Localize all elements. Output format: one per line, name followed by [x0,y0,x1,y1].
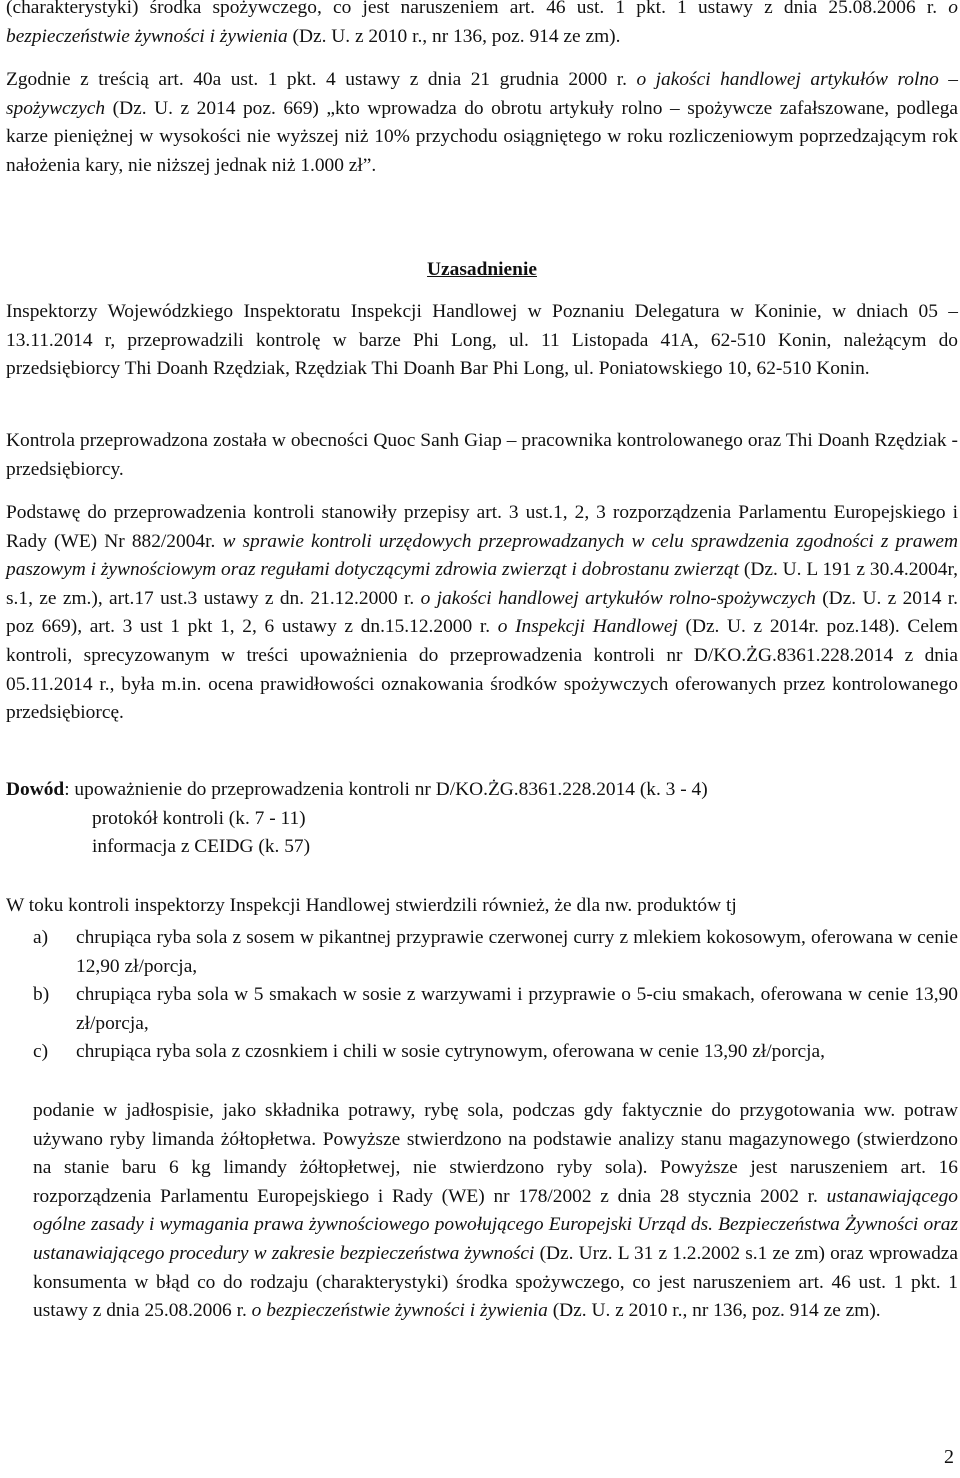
document-page [6,0,958,1478]
intro-paragraph-1: (charakterystyki) środka spożywczego, co jest naruszeniem art. 46 ust. 1 pkt. 1 ustawy z dnia 25.08.2006 r. o bezpieczeństwie żywności i żywienia (Dz. U. z 2010 r., nr 136, poz. 914 ze zm). [6,0,958,47]
findings-paragraph: W toku kontroli inspektorzy Inspekcji Handlowej stwierdzili również, że dla nw. produktów tj [6,895,737,916]
list-item: b) chrupiąca ryba sola w 5 smakach w sosie z warzywami i przyprawie o 5-ciu smakach, oferowana w cenie 13,90 zł/porcja, [33,984,958,1034]
inspectors-paragraph: Inspektorzy Wojewódzkiego Inspektoratu Inspekcji Handlowej w Poznaniu Delegatura w Koninie, w dniach 05 – 13.11.2014 r, przeprowadzili kontrolę w barze Phi Long, ul. 11 Listopada 41A, 62-510 Konin, należącym do przedsiębiorcy Thi Doanh Rzędziak, Rzędziak Thi Doanh Bar Phi Long, ul. Poniatowskiego 10, 62-510 Konin. [6,301,958,380]
evidence-line: protokół kontroli (k. 7 - 11) [92,807,306,829]
product-list [33,924,958,1067]
evidence-line: Dowód: upoważnienie do przeprowadzenia kontroli nr D/KO.ŻG.8361.228.2014 (k. 3 - 4) [6,779,708,800]
section-heading: Uzasadnienie [427,259,537,280]
evidence-line: informacja z CEIDG (k. 57) [92,836,311,858]
evidence-block [6,776,958,862]
list-item: a) chrupiąca ryba sola z sosem w pikantnej przyprawie czerwonej curry z mlekiem kokosowym, oferowana w cenie 12,90 zł/porcja, [33,927,958,977]
list-item: c) chrupiąca ryba sola z czosnkiem i chili w sosie cytrynowym, oferowana w cenie 13,90 zł/porcja, [33,1041,825,1063]
legal-basis-paragraph: Podstawę do przeprowadzenia kontroli stanowiły przepisy art. 3 ust.1, 2, 3 rozporządzenia Parlamentu Europejskiego i Rady (WE) Nr 882/2004r. w sprawie kontroli urzędowych przeprowadzanych w celu sprawdzenia zgodności z prawem paszowym i żywnościowym oraz regułami dotyczącymi zdrowia zwierząt i dobrostanu zwierząt (Dz. U. L 191 z 30.4.2004r, s.1, ze zm.), art.17 ust.3 ustawy z dn. 21.12.2000 r. o jakości handlowej artykułów rolno-spożywczych (Dz. U. z 2014 r. poz 669), art. 3 ust 1 pkt 1, 2, 6 ustawy z dn.15.12.2000 r. o Inspekcji Handlowej (Dz. U. z 2014r. poz.148). Celem kontroli, sprecyzowanym w treści upoważnienia do przeprowadzenia kontroli nr D/KO.ŻG.8361.228.2014 z dnia 05.11.2014 r., była m.in. ocena prawidłowości oznakowania środków spożywczych oferowanych przez kontrolowanego przedsiębiorcę. [6,502,959,724]
page-number: 2 [944,1446,954,1468]
violation-paragraph: podanie w jadłospisie, jako składnika potrawy, rybę sola, podczas gdy faktycznie do przygotowania ww. potraw używano ryby limanda żółtopłetwa. Powyższe stwierdzono na podstawie analizy stanu magazynowego (stwierdzono na stanie baru 6 kg limandy żółtopłetwej, nie stwierdzono ryby sola). Powyższe jest naruszeniem art. 16 rozporządzenia Parlamentu Europejskiego i Rady (WE) nr 178/2002 z dnia 28 stycznia 2002 r. ustanawiającego ogólne zasady i wymagania prawa żywnościowego powołującego Europejski Urząd ds. Bezpieczeństwa Żywności oraz ustanawiającego procedury w zakresie bezpieczeństwa żywności (Dz. Urz. L 31 z 1.2.2002 s.1 ze zm) oraz wprowadza konsumenta w błąd co do rodzaju (charakterystyki) środka spożywczego, co jest naruszeniem art. 46 ust. 1 pkt. 1 ustawy z dnia 25.08.2006 r. o bezpieczeństwie żywności i żywienia (Dz. U. z 2010 r., nr 136, poz. 914 ze zm). [33,1100,959,1322]
intro-paragraph-2: Zgodnie z treścią art. 40a ust. 1 pkt. 4 ustawy z dnia 21 grudnia 2000 r. o jakości handlowej artykułów rolno – spożywczych (Dz. U. z 2014 poz. 669) „kto wprowadza do obrotu artykuły rolno – spożywcze zafałszowane, podlega karze pieniężnej w wysokości nie wyższej niż 10% przychodu osiągniętego w roku rozliczeniowym poprzedzającym rok nałożenia kary, nie niższej jednak niż 1.000 zł”. [6,69,958,176]
presence-paragraph: Kontrola przeprowadzona została w obecności Quoc Sanh Giap – pracownika kontrolowanego oraz Thi Doanh Rzędziak - przedsiębiorcy. [6,430,958,480]
